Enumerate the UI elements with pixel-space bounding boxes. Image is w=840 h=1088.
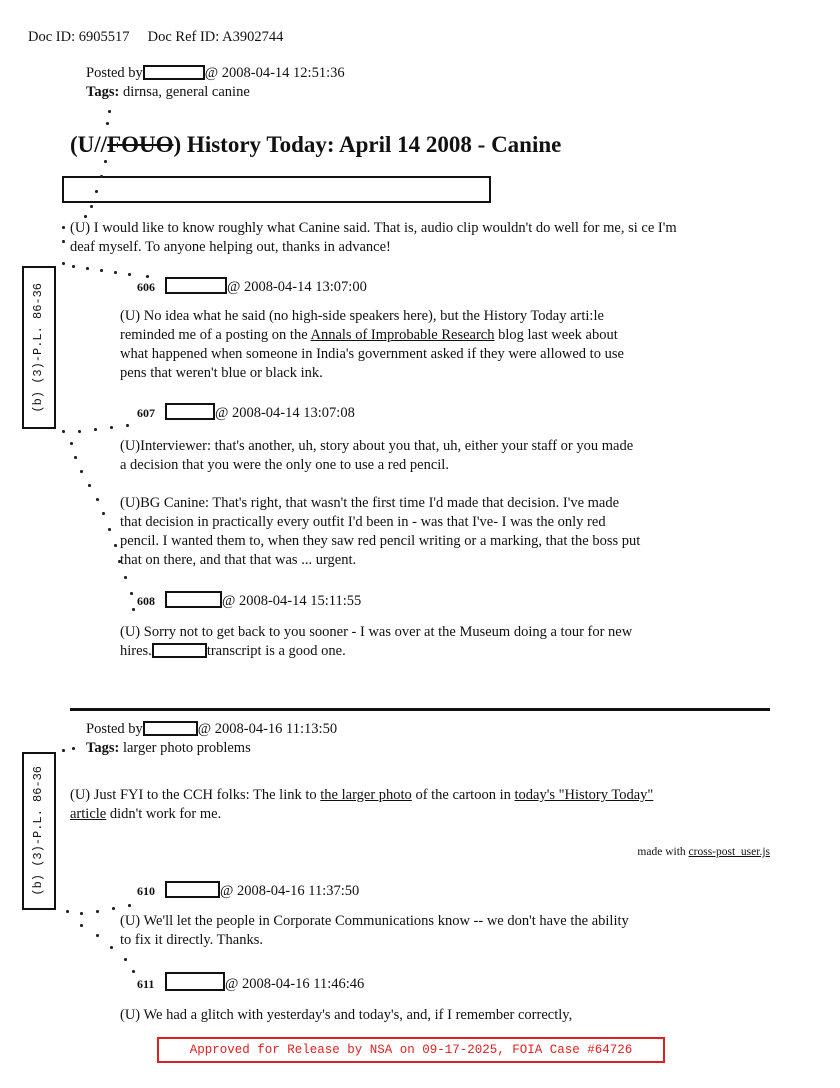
comment-number: 608	[137, 594, 155, 608]
doc-id: Doc ID: 6905517	[28, 29, 130, 45]
exemption-stamp: (b) (3)-P.L. 86-36	[22, 752, 56, 910]
tags-value: larger photo problems	[122, 739, 251, 756]
comment-time: @ 2008-04-14 15:11:55	[222, 593, 362, 609]
comment-body: (U)BG Canine: That's right, that wasn't the first time I'd made that decision. I've made that decision in practically every outfit I'd been in - was that I've- I was the only red pencil. I wanted them to, when they saw red pencil writing or a marking, that the boss put that on there, and that that was ... urgent.	[120, 495, 641, 568]
struck-marking: FOUO	[107, 132, 174, 157]
comment-body: (U) We had a glitch with yesterday's and today's, and, if I remember correctly,	[120, 1007, 573, 1023]
redaction-box	[143, 65, 205, 80]
comment-header	[137, 591, 361, 611]
post-title: (U//FOUO) History Today: April 14 2008 - Canine	[70, 132, 562, 157]
tags-value: dirnsa, general canine	[122, 83, 250, 100]
post2-body: (U) Just FYI to the CCH folks: The link to the larger photo of the cartoon in today's "History Today" article didn't work for me.	[70, 787, 654, 822]
posted-at: @ 2008-04-16 11:13:50	[197, 721, 338, 737]
redaction-box	[165, 277, 227, 294]
cross-post-link[interactable]: cross-post_user.js	[688, 846, 770, 858]
comment-time: @ 2008-04-16 11:37:50	[220, 883, 360, 899]
post1-question: (U) I would like to know roughly what Canine said. That is, audio clip wouldn't do well for me, si ce I'm deaf myself. To anyone helping out, thanks in advance!	[70, 220, 677, 255]
doc-ref-id: Doc Ref ID: A3902744	[147, 29, 284, 45]
posted-by-label: Posted by	[86, 65, 143, 81]
posted-by-label: Posted by	[86, 721, 143, 737]
post2-meta	[86, 720, 337, 758]
doc-header	[28, 28, 283, 47]
made-with-note: made with cross-post_user.js	[637, 846, 770, 858]
redaction-box	[152, 643, 207, 658]
redaction-box-large	[62, 176, 491, 203]
tags-label: Tags:	[86, 739, 120, 756]
article-link[interactable]: article	[70, 805, 107, 822]
history-today-link[interactable]: today's "History Today"	[514, 787, 654, 803]
comment-header	[137, 277, 367, 297]
post-divider	[70, 708, 770, 711]
comment-body: (U) No idea what he said (no high-side speakers here), but the History Today arti:le reminded me of a posting on the Annals of Improbable Research blog last week about what happened when someone in India's government asked if they were allowed to use pens that weren't blue or black ink.	[120, 308, 624, 381]
comment-header	[137, 403, 355, 423]
annals-link[interactable]: Annals of Improbable Research	[310, 326, 495, 343]
comment-number: 607	[137, 406, 155, 420]
larger-photo-link[interactable]: the larger photo	[320, 787, 412, 803]
comment-time: @ 2008-04-16 11:46:46	[225, 976, 365, 992]
comment-time: @ 2008-04-14 13:07:08	[215, 405, 355, 421]
comment-header	[137, 972, 364, 994]
comment-number: 611	[137, 977, 155, 991]
exemption-stamp: (b) (3)-P.L. 86-36	[22, 266, 56, 429]
release-stamp	[157, 1037, 665, 1063]
redaction-box	[165, 972, 225, 991]
comment-header	[137, 881, 359, 901]
comment-body: (U)Interviewer: that's another, uh, story about you that, uh, either your staff or you made a decision that you were the only one to use a red pencil.	[120, 438, 634, 473]
comment-body: (U) We'll let the people in Corporate Communications know -- we don't have the ability to fix it directly. Thanks.	[120, 913, 629, 948]
redaction-box	[165, 881, 220, 898]
release-stamp-text: Approved for Release by NSA on 09-17-2025, FOIA Case #64726	[189, 1042, 633, 1057]
redaction-box	[165, 591, 222, 608]
comment-time: @ 2008-04-14 13:07:00	[227, 279, 367, 295]
tags-label: Tags:	[86, 83, 120, 100]
comment-number: 606	[137, 280, 155, 294]
comment-body: (U) Sorry not to get back to you sooner - I was over at the Museum doing a tour for new hires. transcript is a good one.	[120, 624, 633, 659]
posted-at: @ 2008-04-14 12:51:36	[204, 65, 345, 81]
comment-number: 610	[137, 884, 155, 898]
redaction-box	[143, 721, 198, 736]
post1-meta	[86, 64, 345, 102]
redaction-box	[165, 403, 215, 420]
